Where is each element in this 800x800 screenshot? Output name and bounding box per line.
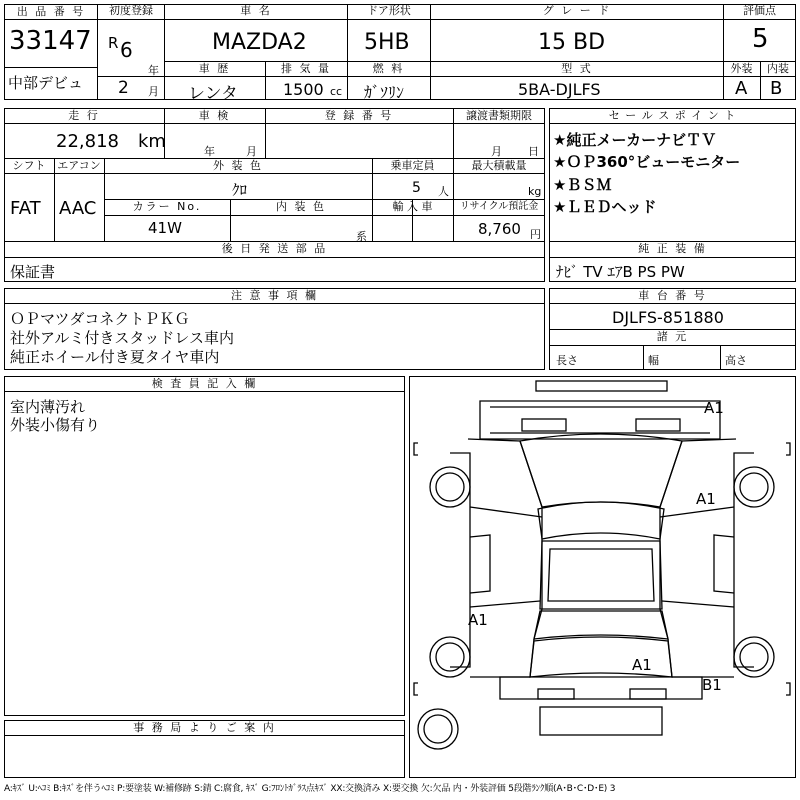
lot-number: 33147 (9, 26, 92, 56)
first-reg-label: 初度登録 (109, 4, 153, 17)
reg-year: 6 (120, 38, 133, 62)
plate-label: 登 録 番 号 (324, 109, 394, 122)
mileage: 22,818 (56, 131, 119, 152)
car-name-label: 車 名 (240, 4, 272, 17)
length-label: 長さ (556, 354, 578, 367)
import-label: 輸 入 車 (392, 200, 433, 213)
ac-label: エアコン (57, 159, 101, 172)
damage-diagram (409, 376, 796, 778)
max-load-unit: kg (528, 185, 542, 198)
inspector-line-1: 室内薄汚れ (10, 398, 86, 416)
interior-grade: B (770, 78, 783, 99)
exterior-color: ｸﾛ (232, 181, 248, 199)
shift-label: シフト (12, 159, 46, 172)
car-outline-diagram (410, 377, 795, 777)
ac: AAC (59, 198, 97, 219)
selling-point-2: ★ＯＰ360°ビューモニター (553, 153, 741, 171)
legend-text: A:ｷｽﾞ U:ﾍｺﾐ B:ｷｽﾞを伴うﾍｺﾐ P:要塗装 W:補修跡 S:錆 C:腐食, ｷｽﾞ G:ﾌﾛﾝﾄｶﾞﾗｽ点ｷｽﾞ XX:交換済み X:要交換 欠:欠品 内・外装評価 5段階ﾗﾝｸ順(A･B･C･D･E) 3 (4, 784, 616, 794)
displacement-label: 排 気 量 (281, 62, 331, 75)
mileage-unit: km (138, 131, 166, 152)
damage-left-rear: A1 (468, 611, 488, 629)
damage-rear: A1 (632, 656, 652, 674)
score: 5 (752, 24, 769, 54)
shift: FAT (10, 198, 41, 219)
equipment-label: 純 正 装 備 (638, 242, 707, 255)
interior-color-unit: 系 (356, 230, 367, 243)
color-no: 41W (148, 219, 182, 237)
interior-color-label: 内 装 色 (276, 200, 326, 213)
selling-point-4: ★ＬＥＤヘッド (553, 198, 657, 216)
reg-month: 2 (118, 78, 129, 98)
exterior-color-label: 外 装 色 (213, 159, 263, 172)
doc-deadline-label: 譲渡書類期限 (466, 109, 532, 122)
chassis-number: DJLFS-851880 (612, 308, 724, 327)
displacement-unit: cc (330, 85, 343, 98)
color-no-label: カラー No. (132, 200, 202, 213)
inspector-line-2: 外装小傷有り (10, 416, 101, 434)
fuel-label: 燃 料 (372, 62, 405, 75)
equipment-value: ﾅﾋﾞ TV ｴｱB PS PW (556, 263, 685, 281)
recycle-label: リサイクル預託金 (459, 201, 539, 212)
damage-front-bumper: A1 (704, 399, 724, 417)
recycle-amount: 8,760 (478, 220, 521, 238)
reg-year-unit: 年 (148, 64, 159, 77)
interior-grade-label: 内装 (767, 62, 789, 75)
inspection-year-unit: 年 (204, 145, 215, 158)
door-label: ドア形状 (367, 4, 411, 17)
later-parts: 保証書 (10, 263, 56, 281)
notes-label: 注 意 事 項 欄 (231, 289, 318, 302)
damage-right-front: A1 (696, 490, 716, 508)
height-label: 高さ (725, 354, 747, 367)
history: レンタ (188, 84, 238, 104)
era: R (108, 34, 119, 52)
capacity: 5 (412, 180, 421, 196)
region-label: 中部デビュ (8, 74, 84, 92)
recycle-unit: 円 (530, 228, 541, 241)
inspection-label: 車 検 (198, 109, 231, 122)
model: 5BA-DJLFS (518, 80, 601, 99)
doc-month-unit: 月 (491, 145, 502, 158)
capacity-unit: 人 (438, 185, 449, 198)
capacity-label: 乗車定員 (390, 159, 435, 172)
car-name: MAZDA2 (212, 30, 307, 55)
later-parts-label: 後 日 発 送 部 品 (221, 242, 328, 255)
mileage-label: 走 行 (68, 109, 100, 122)
selling-point-1: ★純正メーカーナビＴＶ (553, 131, 717, 149)
note-line-3: 純正ホイール付き夏タイヤ車内 (10, 348, 220, 366)
office-label: 事 務 局 よ り ご 案 内 (133, 721, 276, 734)
selling-point-3: ★ＢＳＭ (553, 176, 612, 194)
reg-month-unit: 月 (148, 85, 159, 98)
model-label: 型 式 (561, 62, 593, 75)
fuel: ｶﾞｿﾘﾝ (364, 83, 405, 102)
grade: 15 BD (538, 30, 606, 55)
exterior-grade: A (735, 78, 748, 99)
width-label: 幅 (648, 354, 659, 367)
inspection-month-unit: 月 (246, 145, 257, 158)
inspector-label: 検 査 員 記 入 欄 (151, 377, 258, 390)
note-line-1: ＯＰマツダコネクトＰＫＧ (10, 310, 190, 328)
damage-rear-bumper: B1 (702, 676, 722, 694)
lot-label: 出 品 番 号 (16, 5, 86, 18)
note-line-2: 社外アルミ付きスタッドレス車内 (10, 329, 234, 347)
door-type: 5HB (364, 30, 410, 55)
doc-day-unit: 日 (528, 145, 539, 158)
grade-label: グ レ ー ド (542, 4, 612, 17)
dims-label: 諸 元 (656, 330, 689, 343)
max-load-label: 最大積載量 (471, 159, 527, 172)
exterior-grade-label: 外装 (730, 62, 753, 75)
displacement: 1500 (283, 80, 324, 99)
history-label: 車 歴 (198, 62, 231, 75)
chassis-label: 車 台 番 号 (638, 289, 707, 302)
score-label: 評価点 (743, 4, 776, 17)
selling-points-label: セ ー ル ス ポ イ ン ト (608, 109, 737, 122)
